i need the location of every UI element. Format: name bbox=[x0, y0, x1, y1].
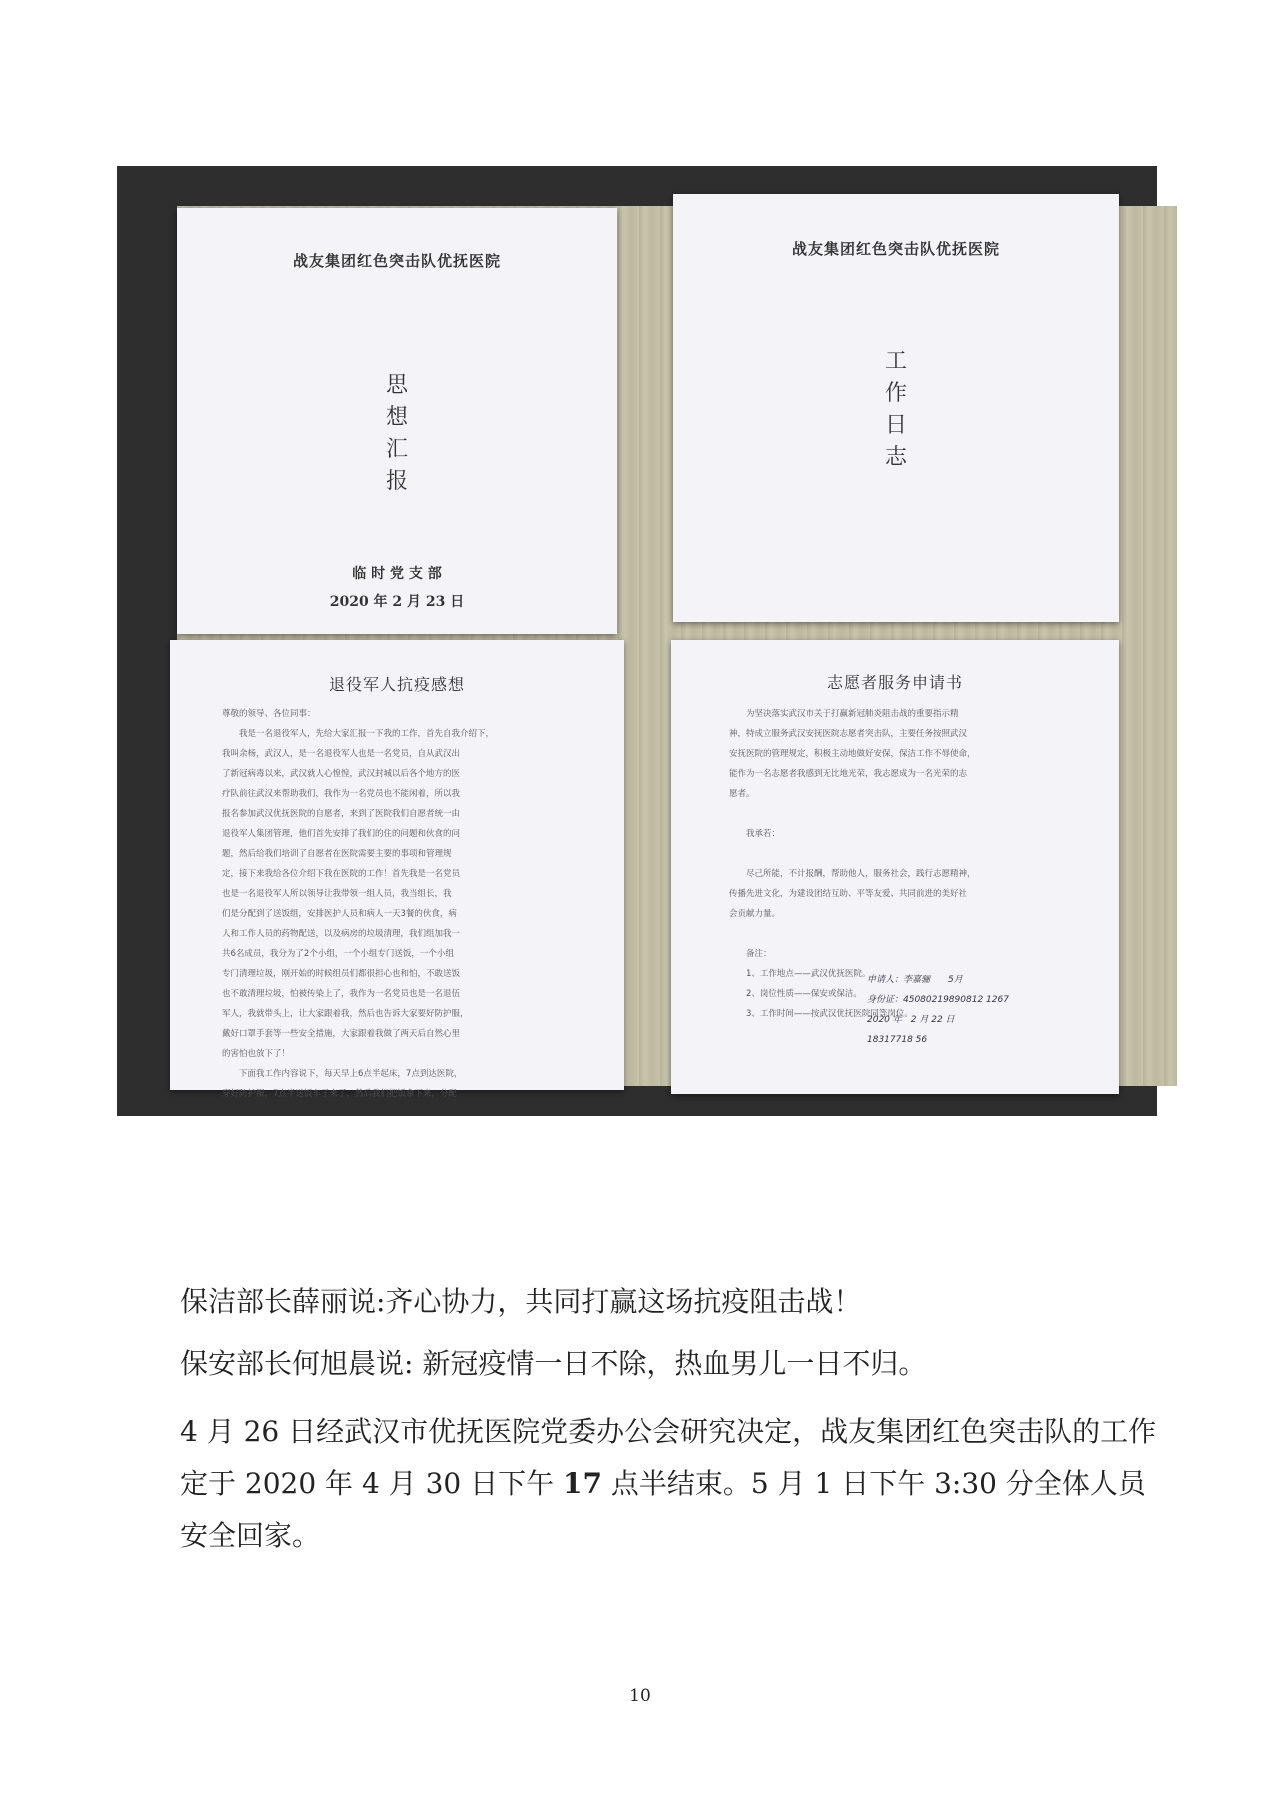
doc-line: 我叫余杨，武汉人，是一名退役军人也是一名党员，自从武汉出 bbox=[222, 749, 461, 759]
doc-line: 的害怕也放下了！ bbox=[222, 1049, 291, 1059]
doc-line: 下面我工作内容说下，每天早上6点半起床，7点到达医院， bbox=[222, 1069, 463, 1079]
body-text bbox=[180, 1276, 1170, 1400]
doc-line bbox=[729, 844, 1089, 864]
doc-line: 也不敢清理垃圾，怕被传染上了，我作为一名党员也是一名退伍 bbox=[222, 989, 461, 999]
paper-thought-report-cover bbox=[177, 208, 617, 634]
doc-line: 尽己所能，不计报酬，帮助他人，服务社会，践行志愿精神， bbox=[729, 869, 976, 879]
applicant-signature: 申请人：李嘉骊 5月 bbox=[867, 975, 963, 985]
doc-line: 为坚决落实武汉市关于打赢新冠肺炎阻击战的重要指示精 bbox=[729, 709, 959, 719]
doc-title: 志愿者服务申请书 bbox=[826, 673, 963, 692]
doc-line: 我是一名退役军人，先给大家汇报一下我的工作，首先自我介绍下， bbox=[222, 729, 495, 739]
paragraph-bold-text: 17 bbox=[563, 1467, 602, 1500]
paper-volunteer-application bbox=[671, 640, 1119, 1094]
doc-line: 1、工作地点——武汉优抚医院。 bbox=[729, 969, 871, 979]
doc-line: 尊敬的领导、各位同事： bbox=[222, 709, 316, 719]
vertical-title-char: 思 bbox=[385, 373, 408, 398]
paper-header: 战友集团红色突击队优抚医院 bbox=[791, 240, 1000, 258]
doc-line: 了新冠病毒以来，武汉就人心惶惶，武汉封城以后各个地方的医 bbox=[222, 769, 461, 779]
applicant-id: 身份证：45080219890812 1267 bbox=[867, 995, 1009, 1005]
paragraph bbox=[180, 1406, 1160, 1562]
paragraph-text: 点半结束。5 月 1 日下午 3:30 分全体人员安全回家。 bbox=[180, 1467, 1146, 1552]
doc-line: 定，接下来我给各位介绍下我在医院的工作！首先我是一名党员 bbox=[222, 869, 461, 879]
application-date: 2020 年 2 月 22 日 bbox=[867, 1015, 955, 1025]
doc-line: 共6名成员，我分为了2个小组，一个小组专门送饭，一个小组 bbox=[222, 949, 454, 959]
doc-line: 专门清理垃圾，刚开始的时候组员们都很担心也和怕，不敢送饭 bbox=[222, 969, 461, 979]
doc-line: 题，然后给我们培训了自愿者在医院需要主要的事项和管理规 bbox=[222, 849, 452, 859]
body-text-decision bbox=[180, 1406, 1160, 1562]
vertical-title-char: 日 bbox=[884, 413, 907, 438]
paragraph: 保安部长何旭晨说: 新冠疫情一日不除，热血男儿一日不归。 bbox=[180, 1347, 927, 1380]
vertical-title-char: 工 bbox=[884, 349, 907, 374]
doc-line: 也是一名退役军人所以领导让我带领一组人员，我当组长，我 bbox=[222, 889, 452, 899]
doc-line bbox=[729, 804, 1089, 824]
vertical-title-char: 报 bbox=[385, 469, 408, 494]
doc-line: 军人，我就带头上，让大家跟着我，然后也告诉大家要好防护服， bbox=[222, 1009, 469, 1019]
doc-line: 疗队前往武汉来帮助我们，我作为一名党员也不能闲着，所以我 bbox=[222, 789, 461, 799]
doc-line: 安抚医院的管理规定，积极主动地做好安保，保洁工作不辱使命， bbox=[729, 749, 976, 759]
doc-title: 退役军人抗疫感想 bbox=[328, 675, 465, 694]
document-photo bbox=[117, 166, 1157, 1116]
doc-line: 人和工作人员的药物配送，以及病房的垃圾清理，我们组加我一 bbox=[222, 929, 461, 939]
paragraph-text: 4 月 26 日经武汉市优抚医院党委办公会研究决定，战友集团红色突击队的工作定于 2020 年 4 月 30 日下午 bbox=[180, 1415, 1157, 1500]
doc-line: 们是分配到了送饭组，安排医护人员和病人一天3餐的伙食，病 bbox=[222, 909, 457, 919]
doc-line: 穿好防护服，7点半送饭车子来了，然后我们把饭拿下来，分配 bbox=[222, 1089, 457, 1099]
doc-line bbox=[729, 924, 1089, 944]
applicant-phone: 18317718 56 bbox=[867, 1035, 928, 1045]
vertical-title bbox=[673, 346, 1119, 474]
doc-line: 戴好口罩手套等一些安全措施，大家跟着我做了两天后自然心里 bbox=[222, 1029, 461, 1039]
doc-line: 会贡献力量。 bbox=[729, 909, 781, 919]
doc-line: 我承若： bbox=[729, 829, 781, 839]
doc-line: 传播先进文化，为建设团结互助、平等友爱、共同前进的美好社 bbox=[729, 889, 968, 899]
report-date: 2020 年 2 月 23 日 bbox=[329, 594, 465, 610]
doc-line: 报名参加武汉优抚医院的自愿者，来到了医院我们自愿者统一由 bbox=[222, 809, 461, 819]
doc-line: 退役军人集团管理，他们首先安排了我们的住的问题和伙食的问 bbox=[222, 829, 461, 839]
page-number: 10 bbox=[629, 1686, 651, 1706]
paragraph: 保洁部长薛丽说:齐心协力，共同打赢这场抗疫阻击战！ bbox=[180, 1285, 862, 1318]
paper-header: 战友集团红色突击队优抚医院 bbox=[292, 252, 501, 270]
paper-veteran-reflection bbox=[170, 640, 624, 1099]
vertical-title bbox=[177, 370, 617, 498]
party-branch-label: 临 时 党 支 部 bbox=[352, 566, 442, 582]
doc-line: 能作为一名志愿者我感到无比地光荣，我志愿成为一名光荣的志 bbox=[729, 769, 968, 779]
doc-line: 神，特成立服务武汉安抚医院志愿者突击队，主要任务按照武汉 bbox=[729, 729, 968, 739]
paper-footer bbox=[177, 560, 617, 616]
paper-work-log-cover bbox=[673, 194, 1119, 622]
vertical-title-char: 想 bbox=[385, 405, 408, 430]
doc-line: 3、工作时间——按武汉优抚医院同等岗位。 bbox=[729, 1009, 913, 1019]
doc-body bbox=[222, 704, 590, 1099]
vertical-title-char: 作 bbox=[884, 381, 907, 406]
vertical-title-char: 志 bbox=[884, 445, 907, 470]
signature-block bbox=[867, 970, 1097, 1050]
vertical-title-char: 汇 bbox=[385, 437, 408, 462]
doc-line: 备注： bbox=[729, 949, 772, 959]
doc-line: 愿者。 bbox=[729, 789, 755, 799]
doc-line: 2、岗位性质——保安或保洁。 bbox=[729, 989, 862, 999]
